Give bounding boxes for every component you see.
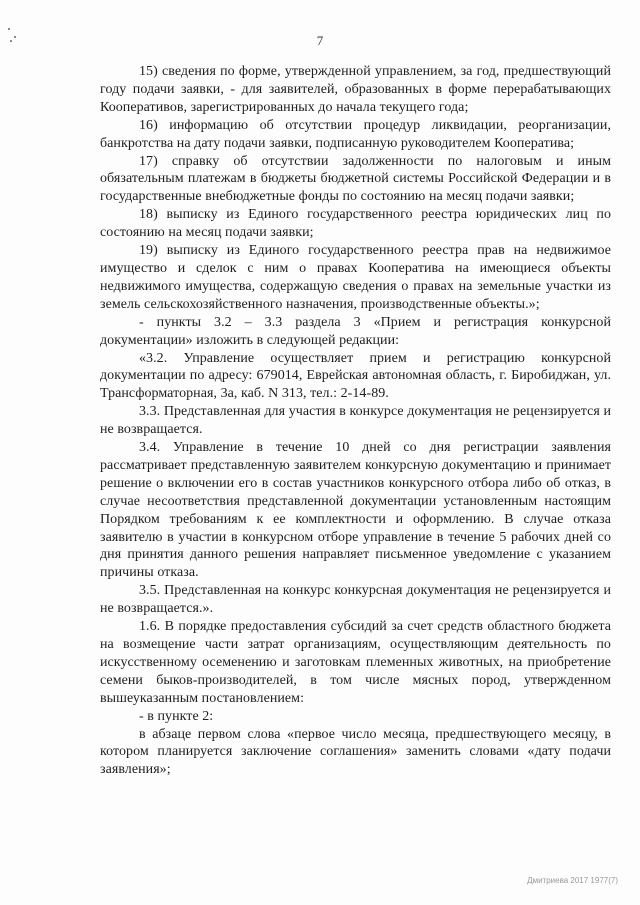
paragraph-item-19: 19) выписку из Единого государственного реестра прав на недвижимое имущество и сделок с ним о правах Кооператива на имеющиеся объекты недвижимого имущества, содержащую сведения о правах на земельные участки из земель сельскохозяйственного назначения, производственные объекты.»; bbox=[100, 243, 611, 312]
paragraph-abzac-first: в абзаце первом слова «первое число месяца, предшествующего месяцу, в котором планируется заключение соглашения» заменить словами «дату подачи заявления»; bbox=[100, 726, 611, 778]
paragraph-1-6: 1.6. В порядке предоставления субсидий за счет средств областного бюджета на возмещение части затрат организациям, осуществляющим деятельность по искусственному осеменению и заготовкам племенных животных, на приобретение семени быков-производителей, в том числе мясных пород, утвержденном вышеуказанным постановлением: bbox=[100, 619, 611, 706]
body-text bbox=[100, 63, 611, 779]
paragraph-item-17: 17) справку об отсутствии задолженности по налоговым и иным обязательным платежам в бюджеты бюджетной системы Российской Федерации и в государственные внебюджетные фонды по состоянию на месяц подачи заявки; bbox=[100, 153, 611, 205]
paragraph-point-2: - в пункте 2: bbox=[139, 708, 214, 724]
footer-stamp: Дмитриева 2017 1977(7) bbox=[527, 876, 618, 885]
paragraph-section3-intro: - пункты 3.2 – 3.3 раздела 3 «Прием и регистрация конкурсной документации» изложить в следующей редакции: bbox=[100, 314, 611, 348]
paragraph-3-5: 3.5. Представленная на конкурс конкурсная документация не рецензируется и не возвращается.». bbox=[100, 583, 611, 617]
paragraph-item-18: 18) выписку из Единого государственного реестра юридических лиц по состоянию на месяц подачи заявки; bbox=[100, 207, 611, 241]
paragraph-3-3: 3.3. Представленная для участия в конкурсе документация не рецензируется и не возвращается. bbox=[100, 404, 611, 438]
page-number: 7 bbox=[316, 33, 324, 48]
paragraph-item-16: 16) информацию об отсутствии процедур ликвидации, реорганизации, банкротства на дату подачи заявки, подписанную руководителем Кооператива; bbox=[100, 117, 611, 151]
paragraph-3-2: «3.2. Управление осуществляет прием и регистрацию конкурсной документации по адресу: 679014, Еврейская автономная область, г. Биробиджан, ул. Трансформаторная, 3а, каб. N 313, тел.: 2-14-89. bbox=[100, 350, 611, 402]
paragraph-item-15: 15) сведения по форме, утвержденной управлением, за год, предшествующий году подачи заявки, - для заявителей, образованных в форме перерабатывающих Кооперативов, зарегистрированных до начала текущего года; bbox=[100, 64, 611, 115]
paragraph-3-4: 3.4. Управление в течение 10 дней со дня регистрации заявления рассматривает представленную заявителем конкурсную документацию и принимает решение о включении его в состав участников конкурсного отбора либо об отказ, в случае несоответствия представленной документации установленным настоящим Порядком требованиям к ее комплектности и оформлению. В случае отказа заявителю в участии в конкурсном отборе управление в течение 5 рабочих дней со дня принятия данного решения направляет письменное уведомление с указанием причины отказа. bbox=[100, 440, 611, 581]
